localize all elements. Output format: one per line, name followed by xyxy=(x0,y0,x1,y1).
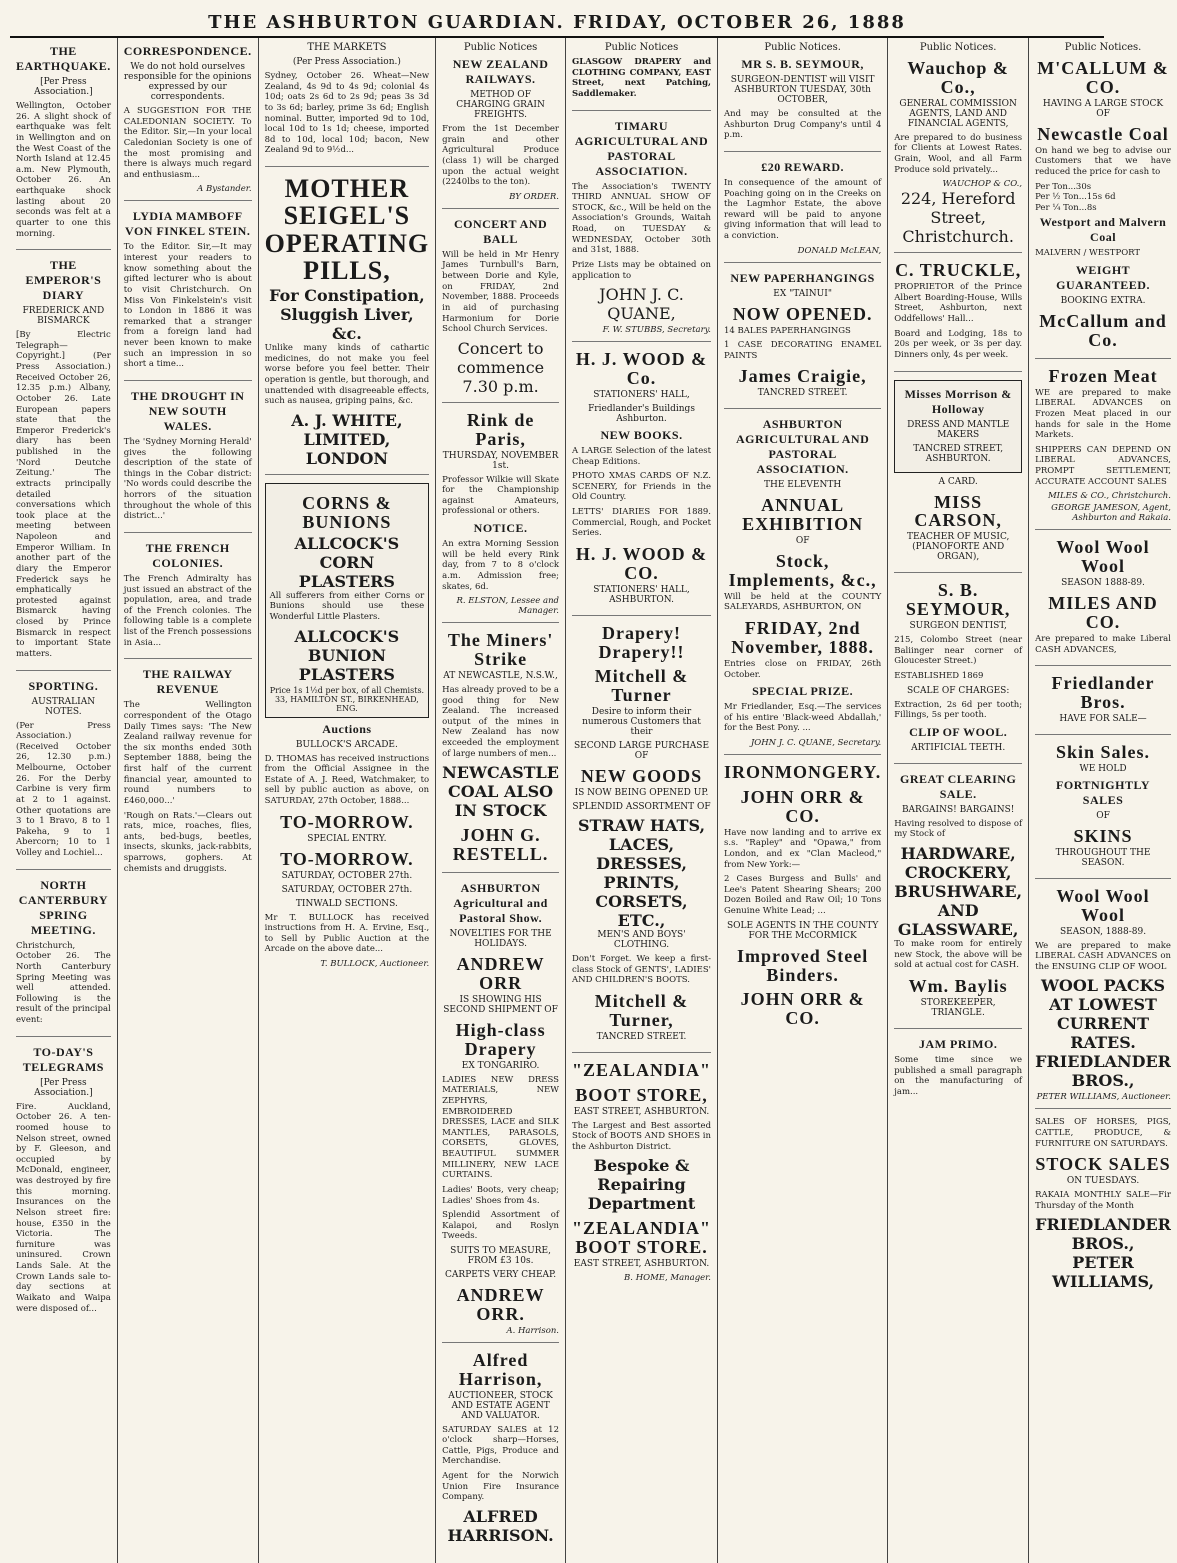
scale: SCALE OF CHARGES: xyxy=(906,685,1010,696)
tomorrow2-title: TO-MORROW. xyxy=(280,848,414,869)
auctions-section xyxy=(265,722,430,975)
corns-title: CORNS & BUNIONS xyxy=(302,492,392,532)
seymour: MR S. B. SEYMOUR, xyxy=(741,57,864,71)
french-colonies-section xyxy=(124,541,252,659)
zealandia: "ZEALANDIA" xyxy=(572,1059,712,1080)
nzr-text: From the 1st December grain and other Agricultural Produce (class 1) will be charged upon the actual weight (2240lbs to the ton). xyxy=(442,124,559,188)
exhibition-section xyxy=(724,417,881,755)
railway-section xyxy=(124,667,252,884)
column-2 xyxy=(118,38,259,1563)
morrison-sub: DRESS AND MANTLE MAKERS xyxy=(907,419,1010,440)
public-notices-header-7: Public Notices. xyxy=(919,42,997,53)
mitchell-sub: Desire to inform their numerous Customers that their xyxy=(582,707,701,738)
alfred-section xyxy=(442,1351,559,1551)
books-text: A LARGE Selection of the latest Cheap Editions. xyxy=(572,445,712,467)
east2: EAST STREET, ASHBURTON. xyxy=(573,1259,710,1270)
bargains: BARGAINS! BARGAINS! xyxy=(901,804,1015,815)
paper-sub: EX "TAINUI" xyxy=(773,288,832,299)
notice-text: An extra Morning Session will be held every Rink day, from 7 to 8 o'clock a.m. Admission free; skates, 6d. xyxy=(442,539,559,592)
nzr-sub: METHOD OF CHARGING GRAIN FREIGHTS. xyxy=(456,90,545,120)
frozen-section xyxy=(1035,367,1171,531)
concert-section xyxy=(442,217,559,403)
suits: SUITS TO MEASURE, FROM £3 10s. xyxy=(450,1246,551,1267)
corns-sub: ALLCOCK'S CORN PLASTERS xyxy=(294,533,400,591)
straw: STRAW HATS, LACES, xyxy=(577,816,706,855)
markets-header: THE MARKETS xyxy=(307,42,387,53)
tancred: TANCRED STREET. xyxy=(596,1031,687,1042)
jam-title: JAM PRIMO. xyxy=(919,1036,998,1051)
williams2: PETER WILLIAMS, xyxy=(1051,1253,1155,1292)
ironmongery-section xyxy=(724,763,881,1036)
of: OF xyxy=(795,536,810,547)
strike-section xyxy=(442,631,559,873)
lydia-text: To the Editor. Sir,—It may interest your readers to know something about the gifted lecturer who is about to visit Christchurch. On Miss Von Finkelstein's visit to London in 1886 it was remarked that a stranger from a foreign land had never been known to make such an impression in so short a time... xyxy=(123,242,252,370)
seymour-section xyxy=(724,57,881,152)
morrison: Misses Morrison & Holloway xyxy=(904,386,1012,416)
liberal2: We are prepared to make LIBERAL CASH ADVANCES on the ENSUING CLIP OF WOOL xyxy=(1035,940,1171,972)
alfred-sub: AUCTIONEER, STOCK AND ESTATE AGENT AND VALUATOR. xyxy=(448,1390,553,1421)
mother-seigel-title: MOTHER SEIGEL'S OPERATING PILLS, xyxy=(264,174,430,285)
morrison-sub2: TANCRED STREET, ASHBURTON. xyxy=(913,443,1004,464)
frozen: Frozen Meat xyxy=(1048,365,1158,386)
agent-norwich: Agent for the Norwich Union Fire Insurance Company. xyxy=(442,1471,559,1503)
show-title: ASHBURTON Agricultural and Pastoral Show. xyxy=(453,881,548,926)
wauchop-text: Are prepared to do business for Clients at Lowest Rates. Grain, Wool, and all Farm Produce sold privately... xyxy=(894,132,1023,175)
zealandia-section xyxy=(572,1061,711,1289)
mccallum: M'CALLUM & CO. xyxy=(1037,58,1169,97)
earthquake-title: THE EARTHQUAKE. xyxy=(16,44,111,73)
ladies: LADIES NEW DRESS MATERIALS, NEW ZEPHYRS, EMBROIDERED DRESSES, LACE and SILK MANTLES, PARASOLS, CORSETS, GLOVES, BEAUTIFUL SUMMER MILLINERY, NEW LACE CURTAINS. xyxy=(442,1074,559,1181)
seymour-big-section xyxy=(894,581,1022,764)
rakaia: RAKAIA MONTHLY SALE—Fir Thursday of the Month xyxy=(1035,1190,1171,1211)
mitchell: Mitchell & Turner xyxy=(594,666,689,706)
hj-sub3: STATIONERS' HALL, ASHBURTON. xyxy=(593,584,690,605)
colonies-text: The French Admiralty has just issued an abstract of the population, area, and trade of the French colonies. The following table is a complete list of the French possessions in Asia... xyxy=(123,573,252,648)
williams: PETER WILLIAMS, Auctioneer. xyxy=(1036,1092,1171,1103)
corr-text: A SUGGESTION FOR THE CALEDONIAN SOCIETY. To the Editor. Sir,—In your local Caledonian Society is one of the most promising and there is always much regard and enthusiasm... xyxy=(123,106,252,180)
orr-list: 2 Cases Burgess and Bulls' and Lee's Patent Shearing Shears; 200 Dozen Boiled and Raw Oil; 10 Tons Genuine White Lead; ... xyxy=(724,874,882,917)
column-5 xyxy=(566,38,718,1563)
masthead-title: THE ASHBURTON GUARDIAN. FRIDAY, OCTOBER 26, 1888 xyxy=(208,11,906,33)
card-section xyxy=(894,477,1022,574)
notice-sig: R. ELSTON, Lessee and Manager. xyxy=(456,596,559,617)
public-notices-header-6: Public Notices. xyxy=(764,42,841,53)
sporting-sub: AUSTRALIAN NOTES. xyxy=(31,696,96,717)
corns-ad xyxy=(265,483,430,718)
nzr-by-order: BY ORDER. xyxy=(509,191,559,202)
strike-title: The Miners' Strike xyxy=(447,630,554,670)
public-notices-header-5: Public Notices xyxy=(604,42,679,53)
markets-sub: (Per Press Association.) xyxy=(292,57,401,67)
corns-sub2: All sufferers from either Corns or Bunions should use these Wonderful Little Plasters. xyxy=(269,590,425,622)
bespoke: Bespoke & Repairing Department xyxy=(587,1156,696,1214)
hj-wood: H. J. WOOD & Co. xyxy=(575,349,708,389)
drought-section xyxy=(124,389,252,533)
held: Will be held at the COUNTY SALEYARDS, ASHBURTON, ON xyxy=(724,591,882,613)
paper-title: NEW PAPERHANGINGS xyxy=(730,270,875,285)
rink-section xyxy=(442,411,559,623)
nc-text: Christchurch, October 26. The North Canterbury Spring Meeting was well attended. Following is the result of the principal event: xyxy=(16,940,111,1025)
glasgow-section xyxy=(572,57,711,111)
stock-sales-section xyxy=(1035,1117,1171,1297)
liberal: Are prepared to make Liberal CASH ADVANCES, xyxy=(1035,633,1171,655)
tomorrow-sub: SPECIAL ENTRY. xyxy=(307,833,387,844)
stock-sales: STOCK SALES xyxy=(1035,1154,1171,1175)
assoc: ASHBURTON AGRICULTURAL AND PASTORAL ASSOCIATION. xyxy=(736,417,870,477)
truckle: C. TRUCKLE, xyxy=(895,260,1022,281)
markets-text: Sydney, October 26. Wheat—New Zealand, 4s 9d to 4s 9d; colonial 4s 10d; oats 2s 6d to 2s 9d; peas 3s 3d to 3s 6d; barley, prime 3s 6d; English nominal. Butter, imported 9d to 10d, local 10d to 1s 1d; cheese, imported 8d to 10d, local 10d; bacon, New Zealand 9d to 9½d... xyxy=(264,71,430,156)
disposal: Having resolved to dispose of my Stock of xyxy=(894,818,1023,840)
timaru-text: The Association's TWENTY THIRD ANNUAL SHOW OF STOCK, &c., Will be held on the Association's Grounds, Waitah Road, on TUESDAY & WEDNESDAY, October 30th and 31st, 1888. xyxy=(572,181,712,256)
drought-title: THE DROUGHT IN NEW SOUTH WALES. xyxy=(130,388,245,433)
eleventh: THE ELEVENTH xyxy=(764,480,842,491)
orr-bottom: JOHN ORR & CO. xyxy=(740,989,865,1029)
skin-sales-section xyxy=(1035,743,1171,879)
rink-title: Rink de Paris, xyxy=(466,409,535,449)
rink-sub: THURSDAY, NOVEMBER 1st. xyxy=(442,450,559,471)
public-notices-header-8: Public Notices. xyxy=(1064,42,1142,53)
tuesdays: ON TUESDAYS. xyxy=(1066,1176,1140,1187)
corsets: CORSETS, ETC., xyxy=(595,892,688,931)
strike-sub: AT NEWCASTLE, N.S.W., xyxy=(443,670,558,681)
reward-section xyxy=(724,160,881,263)
westport2: WESTPORT xyxy=(1089,248,1141,259)
north-canterbury-section xyxy=(16,878,111,1037)
markets-section xyxy=(265,57,430,167)
quane: JOHN J. C. QUANE, xyxy=(599,285,684,324)
case: 1 CASE DECORATING ENAMEL PAINTS xyxy=(724,340,882,361)
glasgow-title: GLASGOW DRAPERY and CLOTHING COMPANY, EAST Street, next Patching, Saddlemaker. xyxy=(572,57,712,99)
season3: SEASON, 1888-89. xyxy=(1060,926,1147,937)
auctions-title: Auctions xyxy=(322,721,372,736)
concert-title: CONCERT AND BALL xyxy=(453,216,548,246)
baylis-sub: STOREKEEPER, TRIANGLE. xyxy=(920,997,996,1018)
skins: SKINS xyxy=(1073,825,1133,846)
hj-wood-section xyxy=(572,350,711,616)
earthquake-section xyxy=(16,44,111,250)
ex-tongariro: EX TONGARIRO. xyxy=(461,1060,540,1071)
carpets: CARPETS VERY CHEAP. xyxy=(445,1270,557,1281)
mclean: DONALD McLEAN, xyxy=(797,245,882,256)
bullock-text: D. THOMAS has received instructions from the Official Assignee in the Estate of A. J. Reed, Watchmaker, to sell by public auction as above, on SATURDAY, 27th October, 1888... xyxy=(264,753,430,807)
bunion-sub: ALLCOCK'S BUNION PLASTERS xyxy=(294,626,400,684)
aj-white: A. J. WHITE, LIMITED, LONDON xyxy=(291,410,403,468)
timaru-section xyxy=(572,119,711,343)
saturday-title: SATURDAY, OCTOBER 27th. xyxy=(281,884,413,895)
stock: Stock, Implements, &c., xyxy=(728,551,877,590)
wool2: Wool Wool Wool xyxy=(1056,885,1150,925)
rink-text: Professor Wilkie will Skate for the Championship against Amateurs, professional or others. xyxy=(442,474,559,517)
tinwald-text: Mr T. BULLOCK has received instructions from H. A. Ervine, Esq., to Sell by Public Auction at the Arcade on the above date... xyxy=(264,912,430,955)
friday: FRIDAY, 2nd November, 1888. xyxy=(731,618,875,657)
per-ton: Per Ton...30s xyxy=(1035,181,1092,192)
now-opened: NOW OPENED. xyxy=(732,303,873,324)
harrison: A. Harrison. xyxy=(506,1325,559,1336)
bullock-title: BULLOCK'S ARCADE. xyxy=(295,739,398,750)
alfred: Alfred Harrison, xyxy=(458,1349,543,1389)
coal-list: On hand we beg to advise our Customers that we have reduced the price for cash to xyxy=(1035,145,1171,177)
public-notices-header-4: Public Notices xyxy=(463,42,538,53)
nc-title: NORTH CANTERBURY SPRING MEETING. xyxy=(18,877,109,937)
telegrams-sub: [Per Press Association.] xyxy=(34,1077,93,1098)
hj-sub: STATIONERS' HALL, xyxy=(593,389,690,400)
andrew-orr2: ANDREW ORR. xyxy=(456,1285,545,1324)
andrew-orr: ANDREW ORR xyxy=(456,954,545,993)
hj-sub2: Friedlander's Buildings Ashburton. xyxy=(588,403,695,424)
shippers: SHIPPERS CAN DEPEND ON LIBERAL ADVANCES, PROMPT SETTLEMENT, ACCURATE ACCOUNT SALES xyxy=(1035,444,1171,487)
reward: £20 REWARD. xyxy=(761,159,845,174)
coal-prices xyxy=(1035,182,1171,214)
jam-section xyxy=(894,1037,1022,1108)
clearing: GREAT CLEARING SALE. xyxy=(900,771,1017,801)
sole-agents: SOLE AGENTS IN THE COUNTY FOR THE McCORMICK xyxy=(726,920,879,941)
sat-sales: SATURDAY SALES at 12 o'clock sharp—Horses, Cattle, Pigs, Produce and Merchandise. xyxy=(442,1424,559,1467)
orr-text: Have now landing and to arrive ex s.s. "Rapley" and "Opawa," from London, and ex "Clan Macleod," from New York:— xyxy=(724,827,882,870)
restell: JOHN G. RESTELL. xyxy=(452,825,549,865)
nzr-section xyxy=(442,57,559,209)
nzr-title: NEW ZEALAND RAILWAYS. xyxy=(452,57,549,86)
binders: Improved Steel Binders. xyxy=(737,945,869,985)
seymour-text: And may be consulted at the Ashburton Drug Company's until 4 p.m. xyxy=(724,109,882,141)
corr-sig: A Bystander. xyxy=(197,184,252,195)
tinwald-title: TINWALD SECTIONS. xyxy=(295,898,398,909)
frozen-text: WE are prepared to make LIBERAL ADVANCES on Frozen Meat placed in our hands for sale in the Home Markets. xyxy=(1035,387,1171,441)
reward-text: In consequence of the amount of Poaching going on in the Creeks on the Lagmhor Estate, the above reward will be paid to anyone giving information that will lead to a conviction. xyxy=(724,177,882,241)
lydia-title: LYDIA MAMBOFF VON FINKEL STEIN. xyxy=(125,209,251,239)
newcastle: Newcastle Coal xyxy=(1037,123,1169,144)
bales: 14 BALES PAPERHANGINGS xyxy=(724,325,851,336)
quarter-ton: Per ¼ Ton...8s xyxy=(1035,202,1097,213)
earthquake-sub: [Per Press Association.] xyxy=(34,77,93,97)
stubbs: F. W. STUBBS, Secretary. xyxy=(602,325,712,336)
carson-sub: TEACHER OF MUSIC, (PIANOFORTE AND ORGAN), xyxy=(906,532,1010,563)
season2: THROUGHOUT THE SEASON. xyxy=(1055,847,1151,868)
emperor-text: [By Electric Telegraph—Copyright.] (Per Press Association.) Received October 26, 12.35 p.m.) Albany, October 26. Late European papers state that the Emperor Frederick's diary has been published in the 'Nord Deutche Zeitung.' The extracts principally detailed conversations which took place at the meeting between Napoleon and Emperor William. In another part of the diary the Emperor Frederick says he emphatically protested against Bismarck having closed by Prince Bismarck in respect to important State matters. xyxy=(16,330,111,659)
mitchell-section xyxy=(572,624,711,1053)
column-7 xyxy=(888,38,1029,1563)
friedlander-section xyxy=(1035,674,1171,735)
wauchop-section xyxy=(894,59,1022,253)
strike-text: Has already proved to be a good thing for New Zealand. The increased output of the mines in New Zealand has now exceeded the employment of large numbers of men... xyxy=(442,684,559,759)
tomorrow2-sub: SATURDAY, OCTOBER 27th. xyxy=(281,870,413,881)
letts: LETTS' DIARIES FOR 1889. Commercial, Rough, and Pocket Series. xyxy=(572,507,712,539)
drought-text: The 'Sydney Morning Herald' gives the following description of the state of things in the Cobar district: 'No words could describe the horrors of the situation throughout the whole of this district...' xyxy=(123,436,252,522)
jameson: GEORGE JAMESON, Agent, Ashburton and Rakaia. xyxy=(1051,503,1171,524)
morrison-box xyxy=(894,380,1022,473)
baylis: Wm. Baylis xyxy=(908,975,1008,996)
seymour-sub: SURGEON-DENTIST will VISIT ASHBURTON TUESDAY, 30th OCTOBER, xyxy=(730,75,875,105)
wauchop-sub: GENERAL COMMISSION AGENTS, LAND AND FINANCIAL AGENTS, xyxy=(899,98,1017,129)
splendid: Splendid Assortment of Kalapoi, and Roslyn Tweeds. xyxy=(442,1210,559,1242)
emperor-title: THE EMPEROR'S DIARY xyxy=(25,258,102,303)
wauchop-sig: WAUCHOP & CO., xyxy=(942,179,1023,190)
dont-forget: Don't Forget. We keep a first-class Stock of GENTS', LADIES' AND CHILDREN'S BOOTS. xyxy=(572,954,712,986)
booking: BOOKING EXTRA. xyxy=(1060,296,1146,307)
alfred-bottom: ALFRED HARRISON. xyxy=(447,1506,554,1545)
mccallum2: McCallum and Co. xyxy=(1039,311,1167,350)
tomorrow-title: TO-MORROW. xyxy=(280,811,414,832)
corr-title: CORRESPONDENCE. xyxy=(123,44,252,58)
photo-xmas: PHOTO XMAS CARDS OF N.Z. SCENERY, for Friends in the Old Country. xyxy=(572,471,712,503)
drapery-call: Drapery! Drapery!! xyxy=(598,622,685,662)
special: SPECIAL PRIZE. xyxy=(752,684,854,699)
paperhangings-section xyxy=(724,271,881,410)
sporting-text: (Per Press Association.) (Received October 26, 12.30 p.m.) Melbourne, October 26. For the Derby Carbine is very firm at 2 to 1 against. Other quotations are 3 to 1 Bravo, 8 to 1 Pakeha, 9 to 1 Abercorn; 10 to 1 Volley and Lochiel... xyxy=(16,720,111,858)
cash: To make room for entirely new Stock, the above will be sold at actual cost for CASH. xyxy=(894,939,1023,971)
wool: Wool Wool Wool xyxy=(1056,537,1150,577)
charges: Extraction, 2s 6d per tooth; Fillings, 5s per tooth. xyxy=(894,699,1023,721)
rough-on-rats: 'Rough on Rats.'—Clears out rats, mice, roaches, flies, ants, bed-bugs, beetles, insects, skunks, jack-rabbits, sparrows, gophers. At chemists and druggists. xyxy=(123,810,252,874)
mitchell2: Mitchell & Turner, xyxy=(594,991,689,1030)
notice-title: NOTICE. xyxy=(473,521,528,536)
prize-lists: Prize Lists may be obtained on application to xyxy=(572,259,712,281)
jam-text: Some time since we published a small paragraph on the manufacturing of jam... xyxy=(894,1054,1023,1097)
truckle-text: PROPRIETOR of the Prince Albert Boarding-House, Wills Street, Ashburton, next Oddfellows' Hall... xyxy=(894,282,1023,325)
weight: WEIGHT GUARANTEED. xyxy=(1056,263,1150,293)
earthquake-text: Wellington, October 26. A slight shock of earthquake was felt in Wellington and on the West Coast of the North Island at 12.45 a.m. New Plymouth, October 26. An earthquake shock lasting about 20 seconds was felt at a quarter to one this morning. xyxy=(16,101,111,239)
annual: ANNUAL EXHIBITION xyxy=(742,495,864,535)
second-large: SECOND LARGE PURCHASE OF xyxy=(573,741,710,762)
mother-seigel-ad xyxy=(265,175,430,475)
friedlander: Friedlander Bros. xyxy=(1051,673,1155,713)
coal-text: HAVING A LARGE STOCK OF xyxy=(1042,98,1164,119)
half-ton: Per ½ Ton...15s 6d xyxy=(1035,192,1116,203)
mccallum-section xyxy=(1035,59,1171,359)
new-books: NEW BOOKS. xyxy=(600,427,683,442)
column-1 xyxy=(10,38,118,1563)
carson: MISS CARSON, xyxy=(914,491,1002,531)
emperor-section xyxy=(16,258,111,670)
seymour-addr: 215, Colombo Street (near Baliinger near corner of Gloucester Street.) xyxy=(894,635,1023,667)
drapery: High-class Drapery xyxy=(455,1019,546,1059)
ms-line1: For Constipation, xyxy=(269,286,425,306)
miles: MILES & CO., Christchurch. xyxy=(1047,491,1171,502)
established: ESTABLISHED 1869 xyxy=(894,670,984,681)
timaru-title: TIMARU AGRICULTURAL AND PASTORAL ASSOCIATION. xyxy=(574,118,709,178)
clearing-section xyxy=(894,772,1022,1029)
wool2-section xyxy=(1035,887,1171,1110)
wauchop: Wauchop & Co., xyxy=(907,58,1009,97)
horses: SALES OF HORSES, PIGS, CATTLE, PRODUCE, & FURNITURE ON SATURDAYS. xyxy=(1035,1117,1171,1149)
skin-sales: Skin Sales. xyxy=(1056,741,1151,762)
corr-sub: We do not hold ourselves responsible for the opinions expressed by our correspondents. xyxy=(123,62,252,102)
new-goods: NEW GOODS xyxy=(580,766,703,787)
ironmongery: IRONMONGERY. xyxy=(724,762,882,782)
have-sale: HAVE FOR SALE— xyxy=(1059,713,1147,724)
quane2: JOHN J. C. QUANE, Secretary. xyxy=(750,738,882,748)
fortnightly: FORTNIGHTLY SALES xyxy=(1056,777,1151,807)
ms-line2: Sluggish Liver, &c. xyxy=(280,305,414,344)
boot-store: BOOT STORE, xyxy=(575,1084,708,1105)
telegrams-section xyxy=(16,1045,111,1325)
craigie: James Craigie, xyxy=(738,366,867,387)
show-section xyxy=(442,881,559,1343)
masthead xyxy=(10,8,1104,38)
friedlander2: FRIEDLANDER BROS., xyxy=(1035,1052,1171,1091)
emperor-sub: FREDERICK AND BISMARCK xyxy=(22,306,105,327)
dresses: DRESSES, PRINTS, xyxy=(596,854,687,893)
railway-title: THE RAILWAY REVENUE xyxy=(142,667,233,697)
ms-small: Price 1s 1½d per box, of all Chemists. 33, HAMILTON ST., BIRKENHEAD, ENG. xyxy=(269,685,425,713)
bullock-sig: T. BULLOCK, Auctioneer. xyxy=(320,959,430,969)
wool-packs: WOOL PACKS AT LOWEST CURRENT RATES. xyxy=(1040,976,1166,1053)
coal-types: MALVERN / WESTPORT xyxy=(1035,248,1141,259)
now-open: IS NOW BEING OPENED UP. xyxy=(574,788,709,799)
railway-text: The Wellington correspondent of the Otago Daily Times says: 'The New Zealand railway revenue for the six months ended 30th September 1888, being the first half of the current financial year, amounted to round numbers to £460,000...' xyxy=(123,700,252,806)
mens: MEN'S AND BOYS' CLOTHING. xyxy=(597,930,686,951)
friedlander3: FRIEDLANDER BROS., xyxy=(1035,1215,1171,1254)
sporting-title: SPORTING. xyxy=(28,678,99,693)
andrew-sub: IS SHOWING HIS SECOND SHIPMENT OF xyxy=(443,994,558,1015)
orr-co: JOHN ORR & CO. xyxy=(740,786,865,826)
ms-text: Unlike many kinds of cathartic medicines, do not make you feel worse before you feel better. Their operation is gentle, but thorough, and unattended with disagreeable effects, such as nausea, griping pains, &c. xyxy=(264,343,430,407)
concert-text: Will be held in Mr Henry James Turnbull's Barn, between Dorie and Kyle, on FRIDAY, 2nd November, 1888. Proceeds in aid of purchasing Harmonium for Dorie School Church Services. xyxy=(442,249,559,335)
hj-wood2: H. J. WOOD & CO. xyxy=(575,543,708,583)
special-text: Mr Friedlander, Esq.—The services of his entire 'Black-weed Abdallah,' for the Best Pony. ... xyxy=(724,702,882,734)
column-3 xyxy=(259,38,437,1563)
seymour-big-sub: SURGEON DENTIST, xyxy=(909,621,1007,632)
novelties: NOVELTIES FOR THE HOLIDAYS. xyxy=(449,929,552,950)
telegrams-text: Fire. Auckland, October 26. A ten-roomed house to Nelson street, owned by F. Gleeson, and occupied by McDonald, engineer, was destroyed by fire this morning. Insurances on the Nelson street fire: house, £350 in the Victoria. The furniture was uninsured. Crown Lands Sale. At the Crown Lands sale to-day sections at Waikato and Waipa were disposed of... xyxy=(16,1101,111,1314)
truckle-rates: Board and Lodging, 18s to 20s per week, or 3s per day. Dinners only, 4s per week. xyxy=(894,328,1023,360)
ladies-boots: Ladies' Boots, very cheap; Ladies' Shoes from 4s. xyxy=(442,1184,559,1206)
zealandia2: "ZEALANDIA" BOOT STORE. xyxy=(572,1218,712,1258)
column-6 xyxy=(718,38,888,1563)
season: SEASON 1888-89. xyxy=(1061,578,1145,589)
hardware: HARDWARE, CROCKERY, BRUSHWARE, AND GLASSWARE, xyxy=(894,844,1023,940)
malvern: MALVERN xyxy=(1035,248,1081,259)
seymour-big: S. B. SEYMOUR, xyxy=(905,580,1011,620)
sporting-section xyxy=(16,679,111,870)
wauchop-addr: 224, Hereford Street, Christchurch. xyxy=(900,189,1016,247)
hold: WE HOLD xyxy=(1079,763,1127,774)
colonies-title: THE FRENCH COLONIES. xyxy=(145,540,230,570)
concert-time: Concert to commence 7.30 p.m. xyxy=(457,338,545,396)
splendid-assort: SPLENDID ASSORTMENT OF xyxy=(572,802,711,813)
coal-title: NEWCASTLE COAL ALSO IN STOCK xyxy=(442,763,559,821)
column-4 xyxy=(436,38,566,1563)
truckle-section xyxy=(894,261,1022,371)
card: A CARD. xyxy=(938,476,978,487)
column-8 xyxy=(1029,38,1177,1563)
wool-section xyxy=(1035,538,1171,666)
columns xyxy=(10,38,1171,1545)
westport: Westport and Malvern Coal xyxy=(1039,215,1167,245)
artificial: ARTIFICIAL TEETH. xyxy=(911,742,1006,753)
home: B. HOME, Manager. xyxy=(624,1273,712,1284)
east-street: EAST STREET, ASHBURTON. xyxy=(573,1106,710,1117)
correspondence-section xyxy=(124,44,252,201)
of-8: OF xyxy=(1096,810,1110,821)
lydia-section xyxy=(124,209,252,381)
clip: CLIP OF WOOL. xyxy=(909,724,1008,739)
zealandia-text: The Largest and Best assorted Stock of BOOTS AND SHOES in the Ashburton District. xyxy=(572,1120,712,1152)
miles2: MILES AND CO. xyxy=(1048,593,1158,633)
tancred-6: TANCRED STREET. xyxy=(757,388,848,399)
entries: Entries close on FRIDAY, 26th October. xyxy=(724,658,882,680)
telegrams-title: TO-DAY'S TELEGRAMS xyxy=(22,1044,104,1074)
